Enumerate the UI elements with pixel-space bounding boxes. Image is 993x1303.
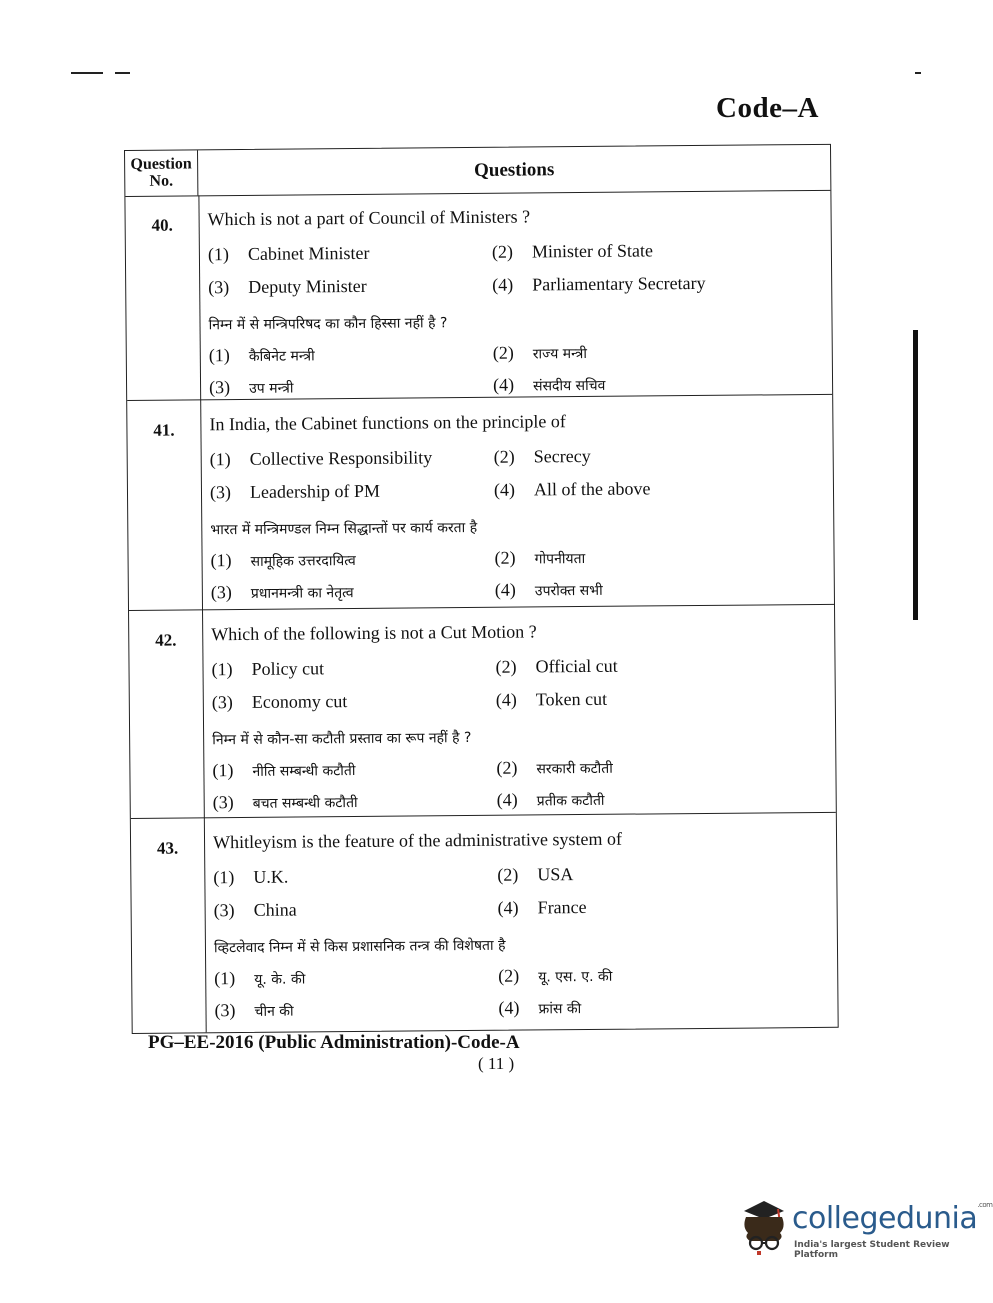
option-text: Minister of State [531,240,653,262]
paper-footer-title: PG–EE-2016 (Public Administration)-Code-A [148,1032,520,1053]
option-text: कैबिनेट मन्त्री [248,348,315,365]
collegedunia-mascot-icon [738,1197,790,1257]
question-block-42 [129,605,836,819]
question-text-hi: निम्न में से कौन-सा कटौती प्रस्ताव का रूप नहीं है ? [212,729,472,749]
option-text: Secrecy [533,445,591,467]
option-number: (1) [212,760,234,781]
option-hi-1 [212,759,355,781]
option-number: (2) [497,864,519,885]
option-en-4 [496,689,607,711]
collegedunia-wordmark [792,1201,992,1236]
option-text: Policy cut [251,658,325,679]
option-en-2 [494,446,591,468]
option-number: (1) [207,244,229,265]
option-number: (2) [493,446,515,467]
question-text-hi: व्हिटलेवाद निम्न में से किस प्रशासनिक तन्त्र की विशेषता है [213,937,506,957]
option-text: Economy cut [251,691,348,712]
option-text: नीति सम्बन्धी कटौती [252,763,356,780]
option-number: (2) [495,656,517,677]
option-number: (3) [208,377,231,398]
option-text: China [253,899,297,920]
option-number: (1) [208,345,230,366]
option-number: (3) [209,482,232,503]
question-number: 40. [151,215,173,235]
option-en-3 [210,481,380,503]
option-en-1 [211,658,324,680]
option-number: (2) [496,757,518,778]
option-text: गोपनीयता [534,550,586,568]
option-number: (4) [497,897,519,918]
option-number: (3) [208,277,230,298]
question-block-43 [131,813,838,1032]
question-number: 43. [156,838,179,858]
option-en-4 [492,273,706,296]
header-question-no [125,150,198,196]
option-text: बचत सम्बन्धी कटौती [252,794,358,812]
option-text: यू. एस. ए. की [538,968,613,986]
option-number: (4) [494,579,516,600]
option-text: USA [537,864,574,885]
question-text-en: Which of the following is not a Cut Motion ? [211,621,537,645]
option-text: फ्रांस की [538,1001,582,1018]
option-text: उप मन्त्री [249,380,294,397]
header-questions: Questions [473,159,555,181]
option-hi-1 [209,344,315,366]
option-en-3 [214,900,297,922]
option-hi-4 [493,374,606,396]
option-en-1 [208,243,370,265]
option-number: (3) [212,792,234,813]
option-text: उपरोक्त सभी [534,582,603,600]
scan-edge-shadow [913,330,918,620]
option-text: प्रधानमन्त्री का नेतृत्व [250,585,354,602]
option-hi-3 [209,377,294,399]
option-hi-2 [493,342,587,364]
option-text: Collective Responsibility [249,447,433,469]
scan-mark-left-short [115,72,130,74]
option-text: All of the above [533,478,651,500]
option-hi-3 [211,581,354,603]
collegedunia-tagline: India's largest Student Review Platform [794,1240,950,1260]
option-number: (2) [494,547,516,568]
option-en-3 [208,276,367,298]
option-hi-3 [213,791,358,813]
question-text-en: Which is not a part of Council of Ministers ? [207,206,531,230]
option-text: प्रतीक कटौती [536,792,605,810]
option-text: राज्य मन्त्री [532,345,588,363]
question-number: 41. [153,420,175,440]
table-header [125,145,830,197]
option-en-2 [495,656,617,678]
question-table [124,144,839,1034]
page-number: ( 11 ) [478,1054,515,1073]
option-number: (3) [210,582,232,603]
option-number: (4) [492,274,514,295]
option-number: (3) [211,692,233,713]
option-number: (4) [492,374,515,395]
option-text: U.K. [253,866,289,887]
option-hi-2 [494,547,585,569]
option-en-4 [494,478,651,500]
option-en-2 [497,864,573,886]
option-number: (4) [495,689,517,710]
option-number: (3) [213,900,235,921]
option-hi-4 [498,997,581,1019]
option-hi-2 [498,965,612,987]
option-text: Leadership of PM [249,480,381,502]
option-number: (4) [493,479,516,500]
option-number: (3) [214,1000,236,1021]
collegedunia-watermark[interactable] [738,1197,993,1260]
question-text-en: Whitleyism is the feature of the administrative system of [212,828,623,853]
option-hi-1 [210,549,355,571]
option-text: यू. के. की [254,971,306,988]
option-en-4 [498,897,587,919]
option-text: Parliamentary Secretary [532,272,706,295]
option-en-2 [492,240,653,262]
question-number: 42. [155,630,177,650]
paper-code: Code–A [716,92,819,124]
option-number: (4) [498,997,520,1018]
option-en-1 [213,867,288,889]
option-number: (1) [214,968,236,989]
brand-name-text: collegedunia [792,1201,978,1236]
header-question-no-line1: Question [130,155,192,173]
option-number: (4) [496,789,518,810]
option-text: संसदीय सचिव [533,377,606,395]
option-number: (2) [491,241,513,262]
brand-suffix: .com [977,1201,993,1209]
option-hi-2 [496,757,613,779]
option-text: Token cut [535,688,608,710]
option-en-3 [212,691,348,713]
option-text: Official cut [535,655,618,677]
question-text-hi: निम्न में से मन्त्रिपरिषद का कौन हिस्सा नहीं है ? [208,315,448,334]
option-number: (2) [492,342,514,363]
question-block-41 [127,395,834,611]
option-number: (1) [211,659,233,680]
option-text: सामूहिक उत्तरदायित्व [250,552,356,570]
option-number: (2) [498,965,520,986]
option-en-1 [210,447,433,470]
option-text: Deputy Minister [248,275,367,297]
question-block-40 [125,190,832,401]
scan-mark-left [71,72,103,74]
option-text: Cabinet Minister [247,242,370,264]
option-text: चीन की [254,1003,294,1020]
question-text-en: In India, the Cabinet functions on the principle of [209,411,566,435]
option-text: सरकारी कटौती [536,760,613,778]
option-number: (1) [210,550,232,571]
option-hi-3 [214,1000,293,1022]
option-hi-1 [214,967,305,989]
scan-mark-right [915,72,921,74]
option-text: France [537,896,587,918]
question-text-hi: भारत में मन्त्रिमण्डल निम्न सिद्धान्तों पर कार्य करता है [210,519,478,539]
option-number: (1) [209,449,231,470]
option-hi-4 [497,789,605,811]
option-number: (1) [213,867,235,888]
header-question-no-line2: No. [149,172,174,190]
option-hi-4 [495,579,603,601]
